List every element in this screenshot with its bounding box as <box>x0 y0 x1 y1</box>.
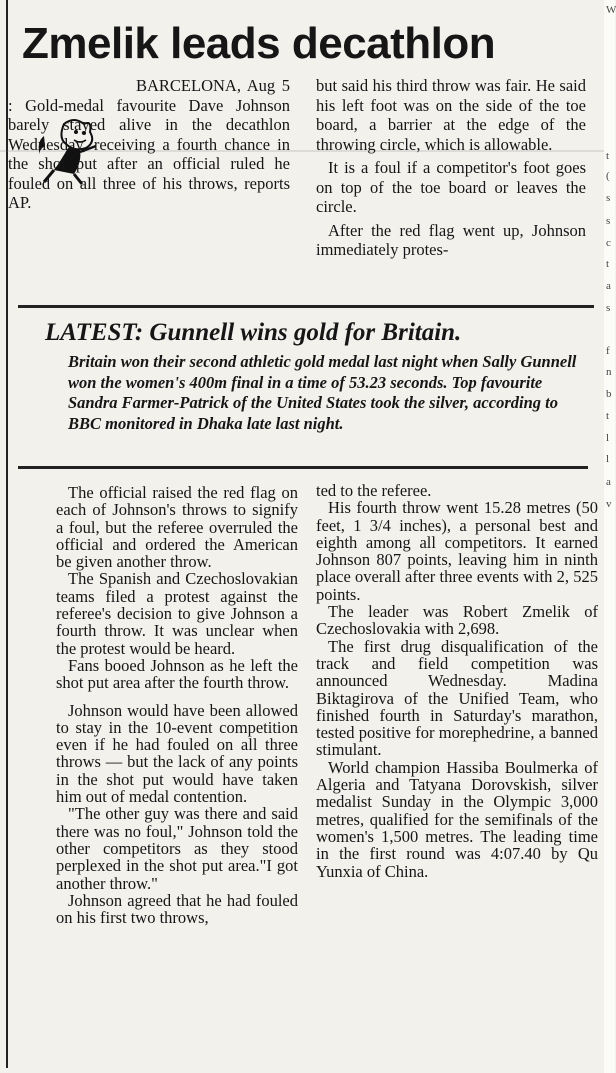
paragraph: The first drug disqualification of the track and field competition was announced Wednesday. Madina Biktagirova of the Unified Team, who finished fourth in Saturday's marathon, tested positive for morephedrine, a banned stimulant. <box>316 636 598 760</box>
paragraph: The Spanish and Czechoslovakian teams filed a protest against the referee's decision to give Johnson a fourth throw. It was unclear when the protest would be heard. <box>56 569 298 658</box>
next-column-edge: W t ( s s c t a s f n b t l l a v <box>604 0 615 1073</box>
column-right <box>316 482 598 880</box>
paragraph: World champion Hassiba Boulmerka of Algeria and Tatyana Dorovskish, silver medalist Sunday in the Olympic 3,000 metres, qualified for the semifinals of the women's 1,500 metres. The leading time in the first round was 4:07.40 by Qu Yunxia of China. <box>316 757 598 881</box>
headline: Zmelik leads decathlon <box>22 19 496 68</box>
intro-right <box>316 76 586 260</box>
latest-heading: LATEST: Gunnell wins gold for Britain. <box>45 319 462 346</box>
paragraph: It is a foul if a competitor's foot goes on top of the toe board or leaves the circle. <box>316 158 586 216</box>
paragraph: Johnson agreed that he had fouled on his first two throws, <box>56 890 298 928</box>
intro-left: BARCELONA, Aug 5 : Gold-medal favourite Dave Johnson barely stayed alive in the decathlon Wednesday, receiving a fourth chance in the shot put after an official ruled he fouled on all three of his throws, reports AP. <box>8 76 290 212</box>
paragraph: After the red flag went up, Johnson immediately protes- <box>316 220 586 259</box>
paragraph: Fans booed Johnson as he left the shot put area after the fourth throw. <box>56 655 298 693</box>
paragraph: The leader was Robert Zmelik of Czechoslovakia with 2,698. <box>316 602 598 639</box>
column-left <box>56 484 298 926</box>
paragraph: Johnson would have been allowed to stay in the 10-event competition even if he had fouled on all three throws — but the lack of any points in the shot put would have taken him out of medal contention. <box>56 700 298 807</box>
paragraph: but said his third throw was fair. He said his left foot was on the side of the toe board, a barrier at the edge of the throwing circle, which is allowable. <box>316 76 586 154</box>
paragraph: ted to the referee. <box>316 481 432 500</box>
divider-top <box>18 305 594 308</box>
paragraph: The official raised the red flag on each of Johnson's throws to signify a foul, but the referee overruled the official and ordered the American be given another throw. <box>56 483 298 572</box>
latest-body: Britain won their second athletic gold medal last night when Sally Gunnell won the women's 400m final in a time of 53.23 seconds. Top favourite Sandra Farmer-Patrick of the United States took the silver, according to BBC monitored in Dhaka late last night. <box>68 352 577 433</box>
paragraph: His fourth throw went 15.28 metres (50 feet, 1 3/4 inches), a personal best and eighth among all competitors. It earned Johnson 807 points, leaving him in ninth place overall after three events with 2, 525 points. <box>316 498 598 604</box>
divider-bottom <box>18 466 588 469</box>
paragraph: "The other guy was there and said there was no foul," Johnson told the other competitors as they stood perplexed in the shot put area."I got another throw." <box>56 804 298 893</box>
